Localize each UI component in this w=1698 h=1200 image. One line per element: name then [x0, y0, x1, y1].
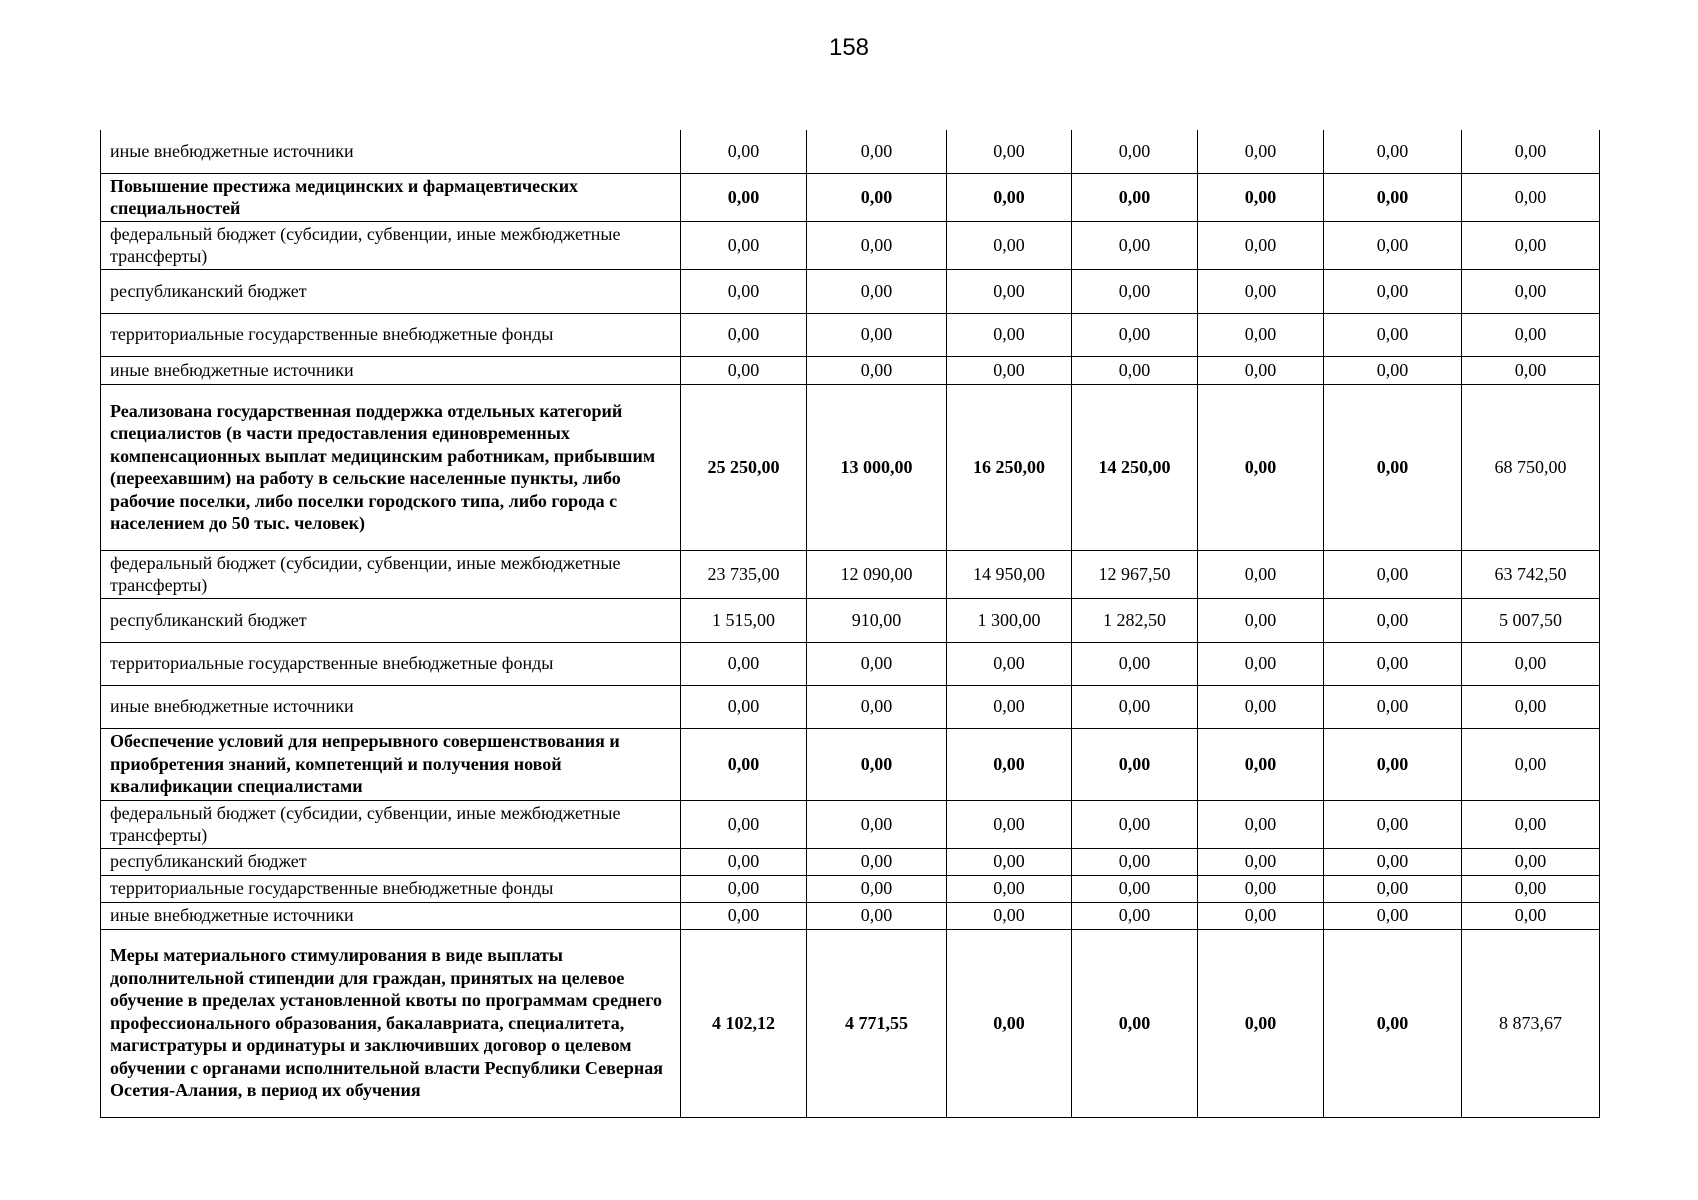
table-row [101, 875, 1600, 902]
table-row [101, 728, 1600, 800]
table-cell: 0,00 [947, 848, 1072, 875]
table-cell: 0,00 [947, 929, 1072, 1117]
table-cell: 0,00 [807, 800, 947, 848]
table-cell: 0,00 [807, 875, 947, 902]
table-cell: 0,00 [1198, 356, 1324, 384]
table-cell: 0,00 [947, 356, 1072, 384]
table-cell: 0,00 [1072, 875, 1198, 902]
table-cell: 0,00 [1198, 728, 1324, 800]
table-cell: 0,00 [681, 685, 807, 728]
table-row [101, 929, 1600, 1117]
table-cell: 0,00 [681, 356, 807, 384]
table-cell: 0,00 [681, 902, 807, 929]
table-row [101, 902, 1600, 929]
table-cell: 0,00 [681, 875, 807, 902]
table-cell: 0,00 [807, 902, 947, 929]
table-cell: 0,00 [1072, 130, 1198, 173]
table-cell: 8 873,67 [1462, 929, 1600, 1117]
row-label: территориальные государственные внебюджетные фонды [101, 313, 681, 356]
row-label: республиканский бюджет [101, 598, 681, 642]
table-cell: 0,00 [1324, 550, 1462, 598]
table-cell: 0,00 [807, 642, 947, 685]
table-row [101, 356, 1600, 384]
table-cell: 0,00 [1198, 902, 1324, 929]
table-cell: 0,00 [1324, 173, 1462, 221]
table-cell: 0,00 [1462, 221, 1600, 269]
table-row [101, 642, 1600, 685]
table-cell: 0,00 [1198, 130, 1324, 173]
table-cell: 0,00 [1198, 929, 1324, 1117]
table-row [101, 550, 1600, 598]
table-cell: 0,00 [807, 173, 947, 221]
table-row [101, 598, 1600, 642]
table-cell: 0,00 [807, 221, 947, 269]
table-cell: 0,00 [807, 356, 947, 384]
table-cell: 0,00 [1072, 728, 1198, 800]
table-cell: 0,00 [1462, 313, 1600, 356]
table-cell: 0,00 [807, 130, 947, 173]
row-label: республиканский бюджет [101, 848, 681, 875]
table-row [101, 130, 1600, 173]
table-cell: 0,00 [1198, 642, 1324, 685]
table-cell: 0,00 [1462, 728, 1600, 800]
row-label: Реализована государственная поддержка отдельных категорий специалистов (в части предоставления единовременных компенсационных выплат медицинским работникам, прибывшим (переехавшим) на работу в сельские населенные пункты, либо рабочие поселки, либо поселки городского типа, либо города с населением до 50 тыс. человек) [101, 384, 681, 550]
table-cell: 0,00 [1462, 685, 1600, 728]
table-cell: 0,00 [1198, 173, 1324, 221]
table-cell: 0,00 [681, 728, 807, 800]
table-row [101, 313, 1600, 356]
page-number: 158 [828, 34, 870, 61]
table-row [101, 848, 1600, 875]
table-cell: 0,00 [681, 173, 807, 221]
table-cell: 1 515,00 [681, 598, 807, 642]
table-cell: 16 250,00 [947, 384, 1072, 550]
table-cell: 0,00 [1324, 728, 1462, 800]
table-row [101, 173, 1600, 221]
table-cell: 68 750,00 [1462, 384, 1600, 550]
table-cell: 12 090,00 [807, 550, 947, 598]
table-cell: 0,00 [1072, 848, 1198, 875]
table-cell: 4 102,12 [681, 929, 807, 1117]
budget-table [100, 130, 1600, 1118]
table-cell: 14 250,00 [1072, 384, 1198, 550]
table-cell: 0,00 [1198, 313, 1324, 356]
table-cell: 4 771,55 [807, 929, 947, 1117]
table-cell: 0,00 [681, 130, 807, 173]
table-cell: 0,00 [1198, 875, 1324, 902]
table-cell: 0,00 [1462, 130, 1600, 173]
table-row [101, 800, 1600, 848]
table-cell: 0,00 [681, 269, 807, 313]
table-cell: 0,00 [947, 173, 1072, 221]
table-row [101, 269, 1600, 313]
table-cell: 0,00 [807, 313, 947, 356]
table-cell: 0,00 [1072, 929, 1198, 1117]
table-cell: 0,00 [1198, 598, 1324, 642]
table-cell: 0,00 [1198, 269, 1324, 313]
table-cell: 0,00 [681, 800, 807, 848]
table-cell: 0,00 [1324, 685, 1462, 728]
table-cell: 0,00 [681, 221, 807, 269]
table-cell: 0,00 [807, 269, 947, 313]
table-cell: 0,00 [1462, 642, 1600, 685]
table-cell: 0,00 [1324, 598, 1462, 642]
row-label: иные внебюджетные источники [101, 902, 681, 929]
table-cell: 0,00 [947, 800, 1072, 848]
table-cell: 0,00 [947, 130, 1072, 173]
row-label: Обеспечение условий для непрерывного совершенствования и приобретения знаний, компетенций и получения новой квалификации специалистами [101, 728, 681, 800]
table-cell: 0,00 [1324, 313, 1462, 356]
table-cell: 0,00 [1072, 173, 1198, 221]
table-cell: 0,00 [1072, 685, 1198, 728]
table-cell: 0,00 [1324, 902, 1462, 929]
table-cell: 63 742,50 [1462, 550, 1600, 598]
table-cell: 0,00 [1198, 848, 1324, 875]
table-cell: 0,00 [1462, 848, 1600, 875]
table-cell: 0,00 [1198, 685, 1324, 728]
row-label: федеральный бюджет (субсидии, субвенции, иные межбюджетные трансферты) [101, 221, 681, 269]
table-cell: 0,00 [947, 902, 1072, 929]
row-label: федеральный бюджет (субсидии, субвенции, иные межбюджетные трансферты) [101, 550, 681, 598]
table-cell: 0,00 [1324, 130, 1462, 173]
table-cell: 0,00 [1324, 848, 1462, 875]
row-label: иные внебюджетные источники [101, 356, 681, 384]
table-cell: 25 250,00 [681, 384, 807, 550]
table-cell: 0,00 [947, 685, 1072, 728]
table-cell: 910,00 [807, 598, 947, 642]
table-cell: 0,00 [1462, 173, 1600, 221]
table-cell: 0,00 [681, 848, 807, 875]
table-cell: 0,00 [1072, 221, 1198, 269]
table-cell: 12 967,50 [1072, 550, 1198, 598]
table-cell: 0,00 [1072, 642, 1198, 685]
table-cell: 5 007,50 [1462, 598, 1600, 642]
table-cell: 1 282,50 [1072, 598, 1198, 642]
table-cell: 0,00 [1072, 313, 1198, 356]
table-cell: 0,00 [681, 313, 807, 356]
table-cell: 0,00 [1324, 875, 1462, 902]
table-cell: 0,00 [1198, 221, 1324, 269]
row-label: территориальные государственные внебюджетные фонды [101, 875, 681, 902]
table-cell: 0,00 [807, 848, 947, 875]
table-cell: 0,00 [1462, 800, 1600, 848]
table-cell: 0,00 [1462, 875, 1600, 902]
table-cell: 0,00 [807, 728, 947, 800]
row-label: республиканский бюджет [101, 269, 681, 313]
table-cell: 0,00 [1324, 929, 1462, 1117]
row-label: Повышение престижа медицинских и фармацевтических специальностей [101, 173, 681, 221]
table-cell: 0,00 [947, 875, 1072, 902]
table-row [101, 384, 1600, 550]
table-cell: 0,00 [1462, 356, 1600, 384]
table-row [101, 685, 1600, 728]
table-cell: 0,00 [947, 313, 1072, 356]
row-label: Меры материального стимулирования в виде выплаты дополнительной стипендии для граждан, принятых на целевое обучение в пределах установленной квоты по программам среднего профессионального образования, бакалавриата, специалитета, магистратуры и ординатуры и заключивших договор о целевом обучении с органами исполнительной власти Республики Северная Осетия-Алания, в период их обучения [101, 929, 681, 1117]
table-cell: 0,00 [1324, 356, 1462, 384]
row-label: территориальные государственные внебюджетные фонды [101, 642, 681, 685]
table-cell: 0,00 [1324, 384, 1462, 550]
table-cell: 0,00 [1198, 384, 1324, 550]
table-cell: 0,00 [947, 269, 1072, 313]
table-cell: 13 000,00 [807, 384, 947, 550]
table-cell: 0,00 [1324, 221, 1462, 269]
table-cell: 0,00 [1462, 269, 1600, 313]
table-cell: 0,00 [681, 642, 807, 685]
table-cell: 0,00 [1072, 902, 1198, 929]
table-cell: 1 300,00 [947, 598, 1072, 642]
table-cell: 0,00 [947, 728, 1072, 800]
table-cell: 0,00 [807, 685, 947, 728]
table-cell: 0,00 [1072, 269, 1198, 313]
table-cell: 0,00 [947, 221, 1072, 269]
table-cell: 0,00 [947, 642, 1072, 685]
table-cell: 0,00 [1198, 550, 1324, 598]
table-cell: 0,00 [1072, 800, 1198, 848]
row-label: иные внебюджетные источники [101, 685, 681, 728]
table-cell: 0,00 [1198, 800, 1324, 848]
table-cell: 0,00 [1324, 269, 1462, 313]
table-cell: 23 735,00 [681, 550, 807, 598]
table-cell: 0,00 [1324, 642, 1462, 685]
table-row [101, 221, 1600, 269]
row-label: иные внебюджетные источники [101, 130, 681, 173]
table-cell: 0,00 [1324, 800, 1462, 848]
table-cell: 0,00 [1072, 356, 1198, 384]
table-cell: 0,00 [1462, 902, 1600, 929]
table-cell: 14 950,00 [947, 550, 1072, 598]
row-label: федеральный бюджет (субсидии, субвенции, иные межбюджетные трансферты) [101, 800, 681, 848]
